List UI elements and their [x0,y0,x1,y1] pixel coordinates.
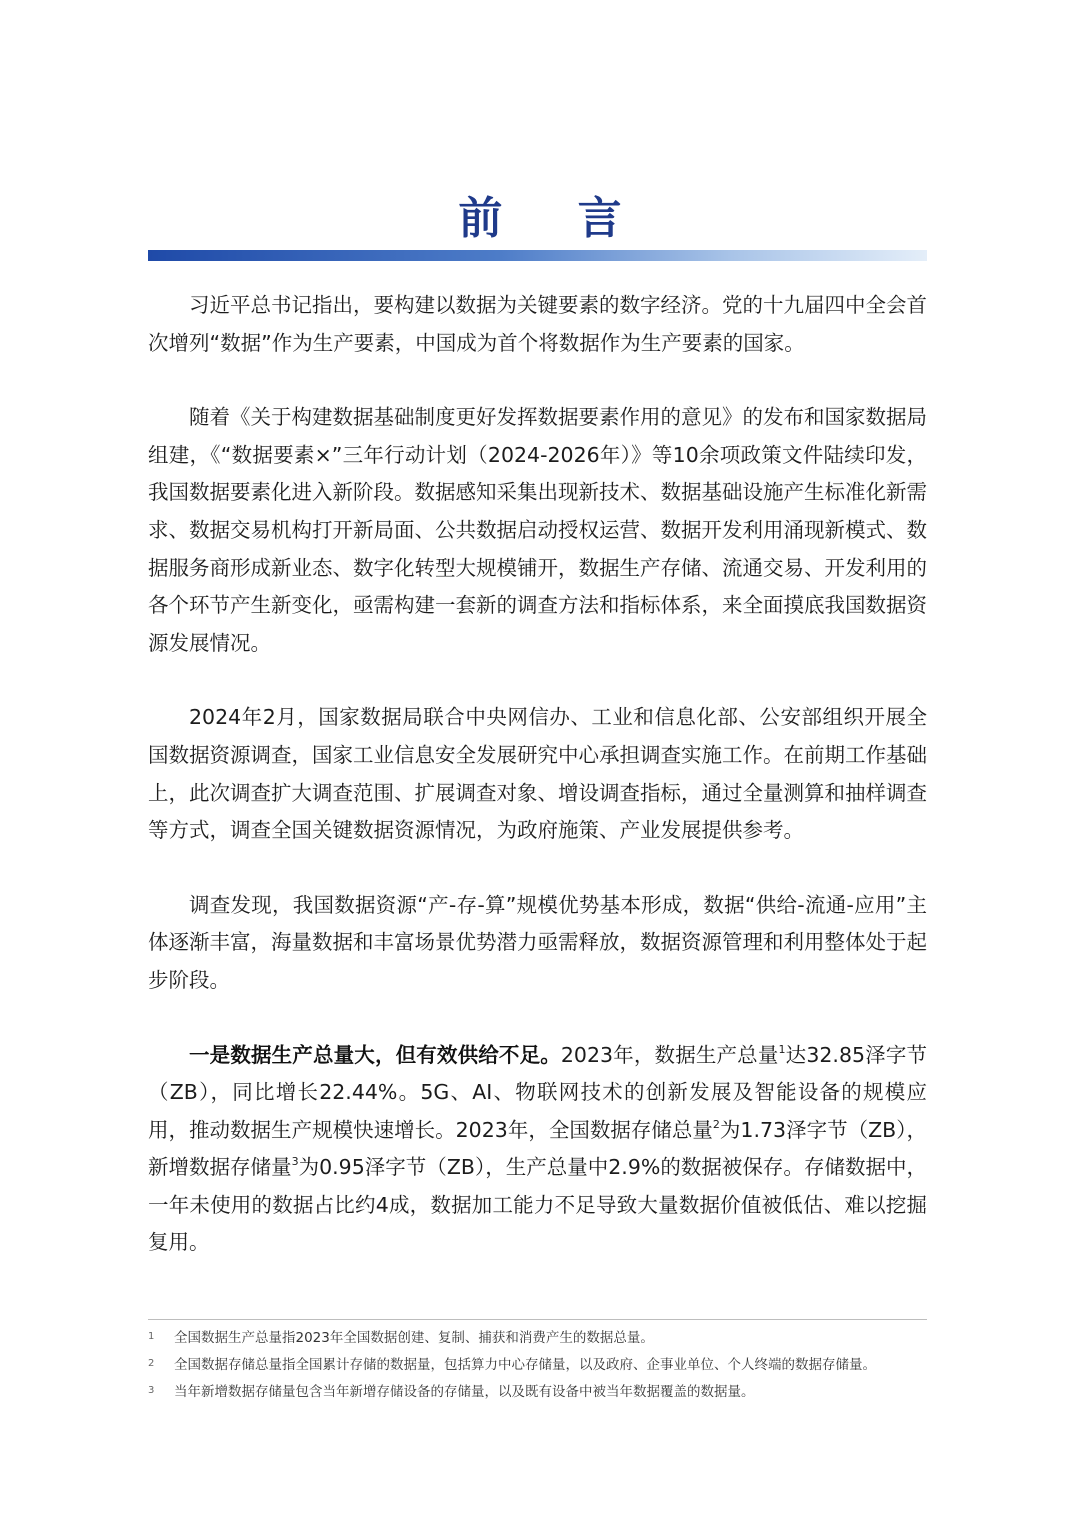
body-text [148,287,927,1299]
paragraph-4: 调查发现，我国数据资源“产-存-算”规模优势基本形成，数据“供给-流通-应用”主体逐渐丰富，海量数据和丰富场景优势潜力亟需释放，数据资源管理和利用整体处于起步阶段。 [148,892,927,992]
paragraph-1: 习近平总书记指出，要构建以数据为关键要素的数字经济。党的十九届四中全会首次增列“数据”作为生产要素，中国成为首个将数据作为生产要素的国家。 [148,293,927,355]
footnote-ref-2[interactable]: 2 [712,1117,720,1131]
title-underline-bar [148,250,927,261]
paragraph-2: 随着《关于构建数据基础制度更好发挥数据要素作用的意见》的发布和国家数据局组建，《“数据要素×”三年行动计划（2024-2026年）》等10余项政策文件陆续印发，我国数据要素化进入新阶段。数据感知采集出现新技术、数据基础设施产生标准化新需求、数据交易机构打开新局面、公共数据启动授权运营、数据开发利用涌现新模式、数据服务商形成新业态、数字化转型大规模铺开，数据生产存储、流通交易、开发利用的各个环节产生新变化，亟需构建一套新的调查方法和指标体系，来全面摸底我国数据资源发展情况。 [148,405,927,655]
footnote-divider [148,1319,927,1320]
paragraph-5-text-4: 为0.95泽字节（ZB），生产总量中2.9%的数据被保存。存储数据中，一年未使用的数据占比约4成，数据加工能力不足导致大量数据价值被低估、难以挖掘复用。 [148,1155,928,1255]
page-title: 前 言 [458,193,652,245]
footnote-ref-1[interactable]: 1 [778,1042,786,1056]
footnote-item [148,1382,927,1403]
footnote-text: 当年新增数据存储量包含当年新增存储设备的存储量，以及既有设备中被当年数据覆盖的数据量。 [174,1384,755,1400]
footnote-number: 3 [148,1385,155,1396]
footnotes [148,1328,927,1409]
paragraph-5-text-3: 为1.73泽字节（ZB），新增数据存储量 [148,1117,927,1180]
footnote-ref-3[interactable]: 3 [291,1155,299,1169]
footnote-number: 2 [148,1358,155,1369]
paragraph-5-lead: 一是数据生产总量大，但有效供给不足。 [189,1042,561,1067]
paragraph-5 [148,1037,927,1263]
footnote-item [148,1328,927,1349]
paragraph-3: 2024年2月，国家数据局联合中央网信办、工业和信息化部、公安部组织开展全国数据资源调查，国家工业信息安全发展研究中心承担调查实施工作。在前期工作基础上，此次调查扩大调查范围、扩展调查对象、增设调查指标，通过全量测算和抽样调查等方式，调查全国关键数据资源情况，为政府施策、产业发展提供参考。 [148,705,927,843]
footnote-item [148,1355,927,1376]
footnote-text: 全国数据存储总量指全国累计存储的数据量，包括算力中心存储量，以及政府、企事业单位、个人终端的数据存储量。 [174,1357,876,1373]
paragraph-5-text-2: 达32.85泽字节（ZB），同比增长22.44%。5G、AI、物联网技术的创新发展及智能设备的规模应用，推动数据生产规模快速增长。2023年，全国数据存储总量 [148,1042,928,1142]
footnote-text: 全国数据生产总量指2023年全国数据创建、复制、捕获和消费产生的数据总量。 [174,1330,654,1346]
paragraph-5-text-1: 2023年，数据生产总量 [560,1042,779,1067]
footnote-number: 1 [148,1331,155,1342]
